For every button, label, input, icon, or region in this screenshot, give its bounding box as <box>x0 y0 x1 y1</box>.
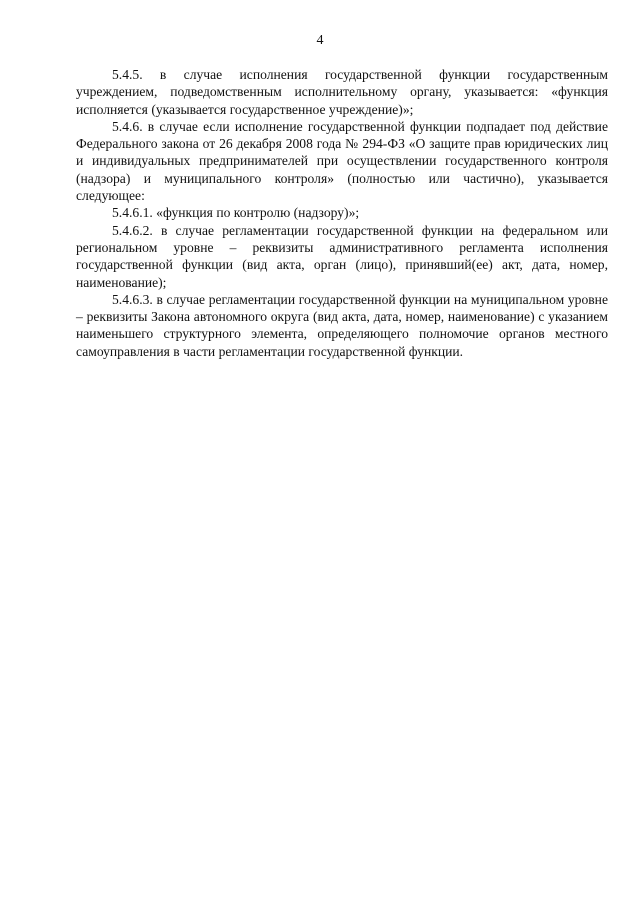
paragraph-5-4-6: 5.4.6. в случае если исполнение государственной функции подпадает под действие Федерального закона от 26 декабря 2008 года № 294-ФЗ «О защите прав юридических лиц и индивидуальных предпринимателей при осуществлении государственного контроля (надзора) и муниципального контроля» (полностью или частично), указывается следующее: <box>76 118 608 204</box>
paragraph-5-4-5: 5.4.5. в случае исполнения государственной функции государственным учреждением, подведомственным исполнительному органу, указывается: «функция исполняется (указывается государственное учреждение)»; <box>76 67 608 117</box>
document-body <box>76 66 608 360</box>
paragraph-5-4-6-2: 5.4.6.2. в случае регламентации государственной функции на федеральном или региональном уровне – реквизиты административного регламента исполнения государственной функции (вид акта, орган (лицо), принявший(ее) акт, дата, номер, наименование); <box>76 222 608 290</box>
paragraph-5-4-6-1: 5.4.6.1. «функция по контролю (надзору)»; <box>112 205 360 221</box>
paragraph-5-4-6-3: 5.4.6.3. в случае регламентации государственной функции на муниципальном уровне – реквизиты Закона автономного округа (вид акта, дата, номер, наименование) с указанием наименьшего структурного элемента, определяющего полномочие органов местного самоуправления в части регламентации государственной функции. <box>76 291 608 359</box>
page-number: 4 <box>316 33 324 48</box>
